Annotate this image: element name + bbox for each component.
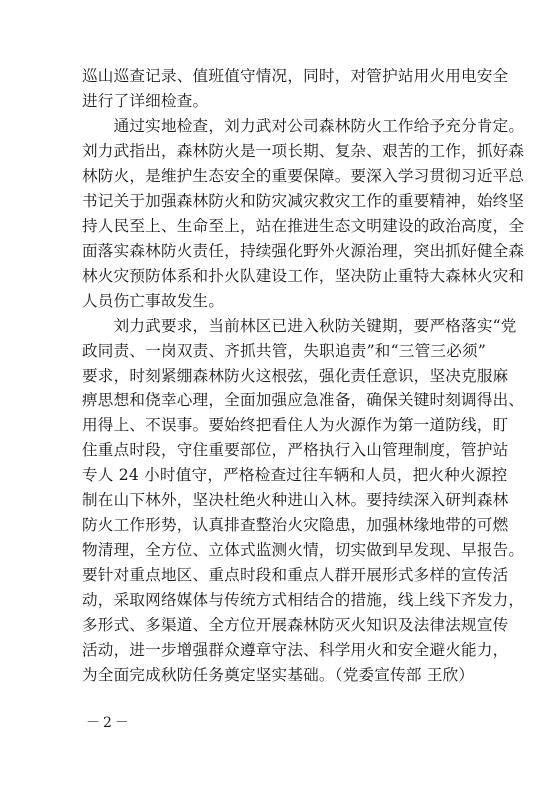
body-text-line: 动，采取网络媒体与传统方式相结合的措施，线上线下齐发力， — [82, 591, 525, 610]
body-text-line: 刘力武要求，当前林区已进入秋防关键期，要严格落实“党 — [82, 316, 517, 335]
body-text-line: 书记关于加强森林防火和防灾减灾救灾工作的重要精神，始终坚 — [82, 191, 525, 210]
body-text-line: 林火灾预防体系和扑火队建设工作，坚决防止重特大森林火灾和 — [82, 266, 525, 285]
body-text-line: 住重点时段，守住重要部位，严格执行入山管理制度，管护站 — [82, 441, 509, 460]
body-text-line: 林防火，是维护生态安全的重要保障。要深入学习贯彻习近平总 — [82, 166, 525, 185]
body-text-line: 要针对重点地区、重点时段和重点人群开展形式多样的宣传活 — [82, 566, 509, 585]
body-text-line: 通过实地检查，刘力武对公司森林防火工作给予充分肯定。 — [82, 116, 525, 135]
body-text-line: 刘力武指出，森林防火是一项长期、复杂、艰苦的工作，抓好森 — [82, 141, 525, 160]
body-text-line: 多形式、多渠道、全方位开展森林防灭火知识及法律法规宣传 — [82, 616, 509, 635]
page-number: －2－ — [86, 715, 132, 731]
body-text-line: 面落实森林防火责任，持续强化野外火源治理，突出抓好健全森 — [82, 241, 525, 260]
body-text-line: 政同责、一岗双责、齐抓共管，失职追责”和“三管三必须” — [82, 341, 486, 360]
body-text-line: 人员伤亡事故发生。 — [82, 291, 225, 310]
body-text-line: 用得上、不误事。要始终把看住人为火源作为第一道防线，盯 — [82, 416, 509, 435]
body-text-line: 要求，时刻紧绷森林防火这根弦，强化责任意识，坚决克服麻 — [82, 366, 509, 385]
body-text-line: 活动，进一步增强群众遵章守法、科学用火和安全避火能力， — [82, 641, 509, 660]
body-text-line: 持人民至上、生命至上，站在推进生态文明建设的政治高度，全 — [82, 216, 525, 235]
body-text-line: 痹思想和侥幸心理，全面加强应急准备，确保关键时刻调得出、 — [82, 391, 525, 410]
body-text-line: 巡山巡查记录、值班值守情况，同时，对管护站用火用电安全 — [82, 67, 509, 85]
body-text-line: 物清理，全方位、立体式监测火情，切实做到早发现、早报告。 — [82, 541, 525, 560]
body-text-line: 制在山下林外，坚决杜绝火种进山入林。要持续深入研判森林 — [82, 491, 509, 510]
body-text-line: 进行了详细检查。 — [82, 91, 209, 110]
body-text-line: 为全面完成秋防任务奠定坚实基础。（党委宣传部 王欣） — [82, 666, 475, 685]
body-text-line: 防火工作形势，认真排查整治火灾隐患，加强林缘地带的可燃 — [82, 516, 509, 535]
body-text-line: 专人 24 小时值守，严格检查过往车辆和人员，把火种火源控 — [82, 466, 508, 485]
